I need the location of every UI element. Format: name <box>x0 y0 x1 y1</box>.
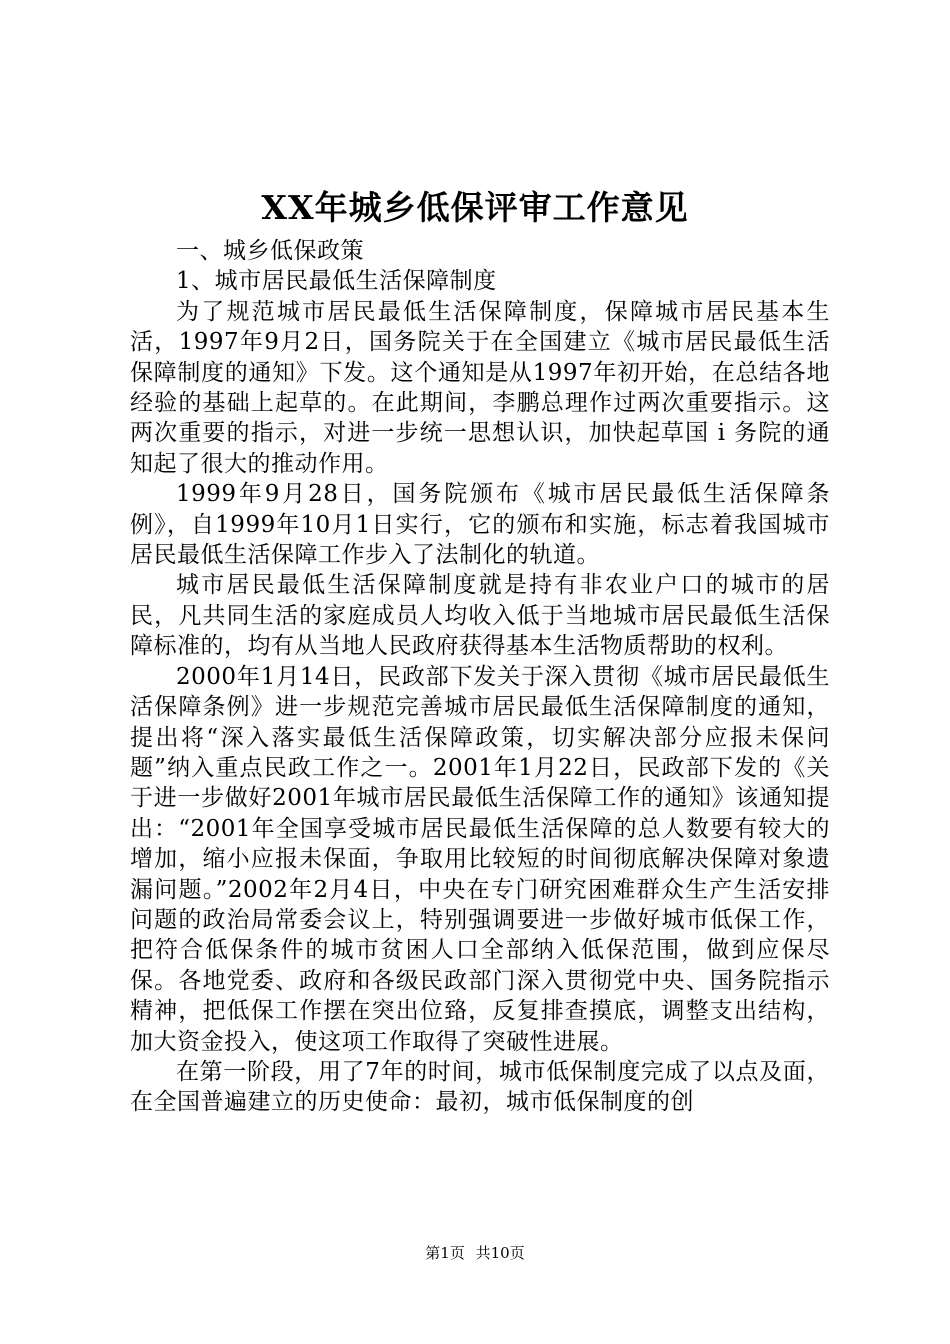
paragraph: 在第一阶段，用了7年的时间，城市低保制度完成了以点及面，在全国普遍建立的历史使命：最初，城市低保制度的创 <box>130 1058 830 1116</box>
paragraph: 城市居民最低生活保障制度就是持有非农业户口的城市的居民，凡共同生活的家庭成员人均收入低于当地城市居民最低生活保障标准的，均有从当地人民政府获得基本生活物质帮助的权利。 <box>130 572 830 660</box>
document-title: XX年城乡低保评审工作意见 <box>261 188 689 227</box>
paragraph: 1999年9月28日，国务院颁布《城市居民最低生活保障条例》，自1999年10月1日实行，它的颁布和实施，标志着我国城市居民最低生活保障工作步入了法制化的轨道。 <box>130 481 830 569</box>
document-body <box>130 236 830 1118</box>
section-heading: 一、城乡低保政策 <box>176 238 364 264</box>
paragraph: 2000年1月14日，民政部下发关于深入贯彻《城市居民最低生活保障条例》进一步规范完善城市居民最低生活保障制度的通知，提出将“深入落实最低生活保障政策，切实解决部分应报未保问题”纳入重点民政工作之一。2001年1月22日，民政部下发的《关于进一步做好2001年城市居民最低生活保障工作的通知》该通知提出：“2001年全国享受城市居民最低生活保障的总人数要有较大的增加，缩小应报未保面，争取用比较短的时间彻底解决保障对象遗漏问题。”2002年2月4日，中央在专门研究困难群众生产生活安排问题的政治局常委会议上，特别强调要进一步做好城市低保工作，把符合低保条件的城市贫困人口全部纳入低保范围，做到应保尽保。各地党委、政府和各级民政部门深入贯彻党中央、国务院指示精神，把低保工作摆在突出位臵，反复排查摸底，调整支出结构，加大资金投入，使这项工作取得了突破性进展。 <box>130 663 830 1055</box>
page-footer <box>0 1243 950 1263</box>
paragraph: 为了规范城市居民最低生活保障制度，保障城市居民基本生活，1997年9月2日，国务院关于在全国建立《城市居民最低生活保障制度的通知》下发。这个通知是从1997年初开始，在总结各地经验的基础上起草的。在此期间，李鹏总理作过两次重要指示。这两次重要的指示，对进一步统一思想认识，加快起草国 i 务院的通知起了很大的推动作用。 <box>130 298 830 477</box>
subsection-heading: 1、城市居民最低生活保障制度 <box>176 268 497 295</box>
page-total: 共10页 <box>475 1244 525 1262</box>
page-number: 第1页 <box>425 1244 465 1262</box>
